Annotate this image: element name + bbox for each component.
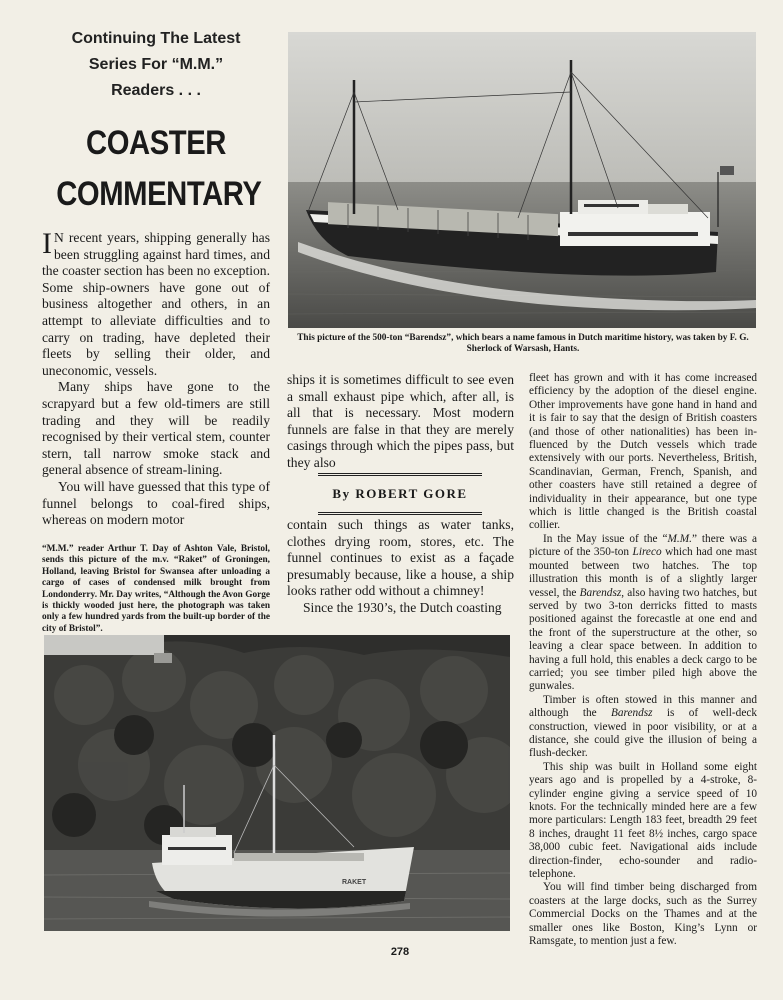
paragraph: You will have guessed that this type of funnel belongs to coal-fired ships, whereas on modern motor xyxy=(42,478,270,528)
series-kicker: Continuing The Latest Series For “M.M.” Readers . . . xyxy=(71,30,241,99)
barendsz-photo xyxy=(288,32,756,328)
raket-photo-caption: “M.M.” reader Arthur T. Day of Ashton Vale, Bristol, sends this picture of the m.v. “Raket” of Groningen, Holland, leaving Bristol for Swansea after unloading a cargo of cases of condensed milk brought from Londonderry. Mr. Day writes, “Although the Avon Gorge is thickly wooded just here, the photograph was taken only a few hundred yards from the built-up border of the city of Bristol”. xyxy=(42,544,270,634)
paragraph: Many ships have gone to the scrapyard but a few old-timers are still trading and they will be readily recognised by their vertical stem, counter stern, tall narrow smoke stack and general absence of stream-lining. xyxy=(42,379,270,478)
hull-name-label: RAKET xyxy=(342,879,367,886)
article-title: COASTER COMMENTARY xyxy=(56,124,262,213)
drop-cap: I xyxy=(42,227,52,260)
column-2-bottom-text: contain such things as water tanks, clothes drying room, stores, etc. The funnel continues to exist as a façade presumably because, like a house, a ship looks rather odd without a chimney! Since the 1930’s, the Dutch coasting xyxy=(287,517,514,615)
intro-paragraph: I N recent years, shipping generally has been struggling against hard times, and the coaster section has been no exception. Some ship-owners have gone out of business altogether and others, in an attempt to alleviate difficulties and to carry on trading, have depleted their fleets by selling their older, and uneconomic, vessels. xyxy=(42,227,270,378)
column-2-top-text: ships it is sometimes difficult to see even a small exhaust pipe which, after all, is all that is necessary. Most modern funnels are false in that they are merely casings through which the pipes pass, but they also xyxy=(287,372,514,470)
raket-photo xyxy=(44,635,510,931)
page-number: 278 xyxy=(390,946,410,958)
top-photo-caption: This picture of the 500-ton “Barendsz”, which bears a name famous in Dutch maritime history, was taken by F. G. Sherlock of Warsash, Hants. xyxy=(297,333,749,354)
column-1-text xyxy=(42,227,270,529)
column-3-text: fleet has grown and with it has come increased efficiency by the adoption of the diesel engine. Other improvements have gone hand in hand and it is fair to say that the design of British coasters (and those of other nationalities) has been in-fluenced by the Dutch vessels which trade extensively with our ports. Nevertheless, British, Scandinavian, German, French, Spanish, and other coasters have still retained a degree of individuality in their appearance, but one type which is little changed is the British coastal collier. In the May issue of the “M.M.” there was a picture of the 350-ton Lireco which had one mast mounted between two hatches. The top illustration this month is of a slightly larger vessel, the Barendsz, also having two hatches, but served by two 3-ton derricks fitted to masts positioned against the forecastle at one end and the front of the superstructure at the other, so leaving a clear space between. In addition to having a full hold, this enables a deck cargo to be carried; you see timber piled high above the gunwales. Timber is often stowed in this manner and although the Barendsz is of well-deck construction, viewed in poor visibility, or at a distance, she could give the illusion of being a flush-decker. This ship was built in Holland some eight years ago and is propelled by a 4-stroke, 8-cylinder engine giving a service speed of 10 knots. For the technically minded here are a few more particulars: Length 183 feet, breadth 29 feet 8 inches, draught 11 feet 8½ inches, cargo space 38,000 cubic feet. Navigational aids include direction-finder, echo-sounder and radio-telephone. You will find timber being discharged from coasters at the large docks, such as the Surrey Commercial Docks on the Thames and at the smaller ones like Boston, King’s Lynn or Ramsgate, to mention just a few. xyxy=(529,372,758,948)
paragraph-timber: Timber is often stowed in this manner and although the Barendsz is of well-deck construction, viewed in poor visibility, or at a distance, she could give the illusion of being a flush-decker. xyxy=(529,693,757,760)
paragraph-lireco: In the May issue of the “M.M.” there was a picture of the 350-ton Lireco which had one mast mounted between two hatches. The top illustration this month is of a slightly larger vessel, the Barendsz, also having two hatches, but served by two 3-ton derricks fitted to masts positioned against the forecastle at one end and the front of the superstructure at the other, so leaving a clear space between. In addition to having a full hold, this enables a deck cargo to be carried; you see timber piled high above the gunwales. xyxy=(529,532,758,693)
byline: By ROBERT GORE xyxy=(318,473,482,515)
